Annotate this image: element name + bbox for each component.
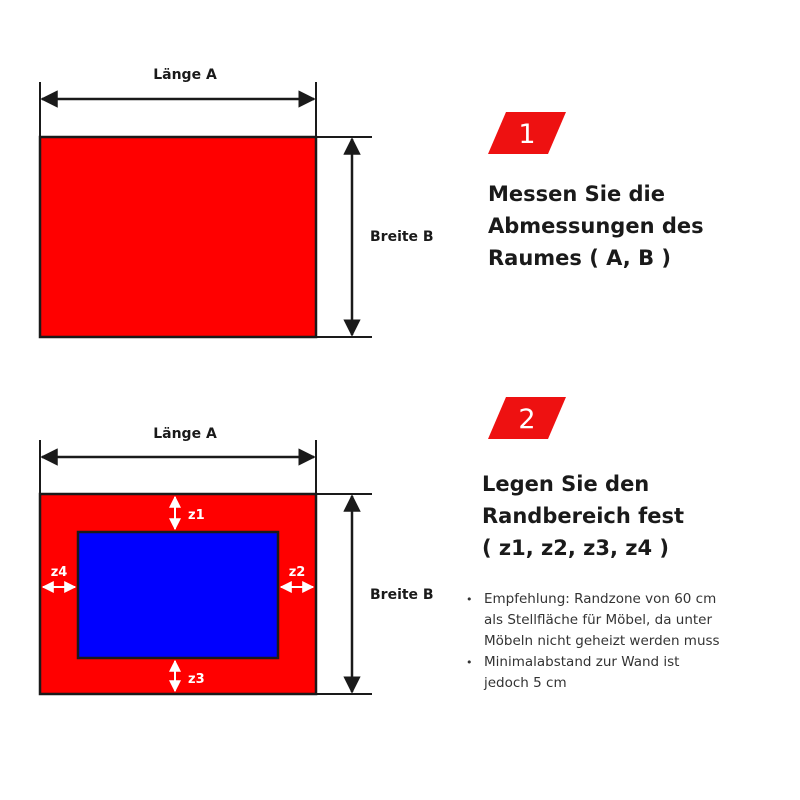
step2-notes <box>466 589 786 694</box>
step2-heading-line: Legen Sie den <box>482 472 650 496</box>
note-item <box>466 652 786 694</box>
length-label: Länge A <box>153 426 217 442</box>
step1-heading-line: Raumes ( A, B ) <box>488 246 671 270</box>
step1-badge <box>488 112 566 154</box>
step2-heading-line: ( z1, z2, z3, z4 ) <box>482 536 670 560</box>
step1-heading <box>488 178 704 274</box>
heated-area-rectangle <box>78 532 278 658</box>
width-label: Breite B <box>370 587 434 603</box>
room-rectangle <box>40 137 316 337</box>
note-line: • Empfehlung: Randzone von 60 cm <box>484 591 717 607</box>
width-label: Breite B <box>370 229 434 245</box>
step2-badge-number: 2 <box>518 404 536 435</box>
note-line: • Minimalabstand zur Wand ist <box>484 654 680 670</box>
step1-badge-number: 1 <box>518 119 536 150</box>
step2-diagram <box>40 426 434 694</box>
note-item <box>466 589 786 652</box>
step1-diagram <box>40 67 434 337</box>
step2-heading-line: Randbereich fest <box>482 504 685 528</box>
step1-heading-line: Messen Sie die <box>488 182 665 206</box>
step1-heading-line: Abmessungen des <box>488 214 704 238</box>
step2-heading <box>482 468 684 564</box>
note-line: als Stellfläche für Möbel, da unter <box>484 612 713 628</box>
step2-badge <box>488 397 566 439</box>
z2-label: z2 <box>288 565 306 580</box>
z3-label: z3 <box>188 672 205 687</box>
z1-label: z1 <box>188 508 205 523</box>
note-line: Möbeln nicht geheizt werden muss <box>484 633 720 649</box>
note-line: jedoch 5 cm <box>484 675 567 691</box>
length-label: Länge A <box>153 67 217 83</box>
z4-label: z4 <box>50 565 68 580</box>
